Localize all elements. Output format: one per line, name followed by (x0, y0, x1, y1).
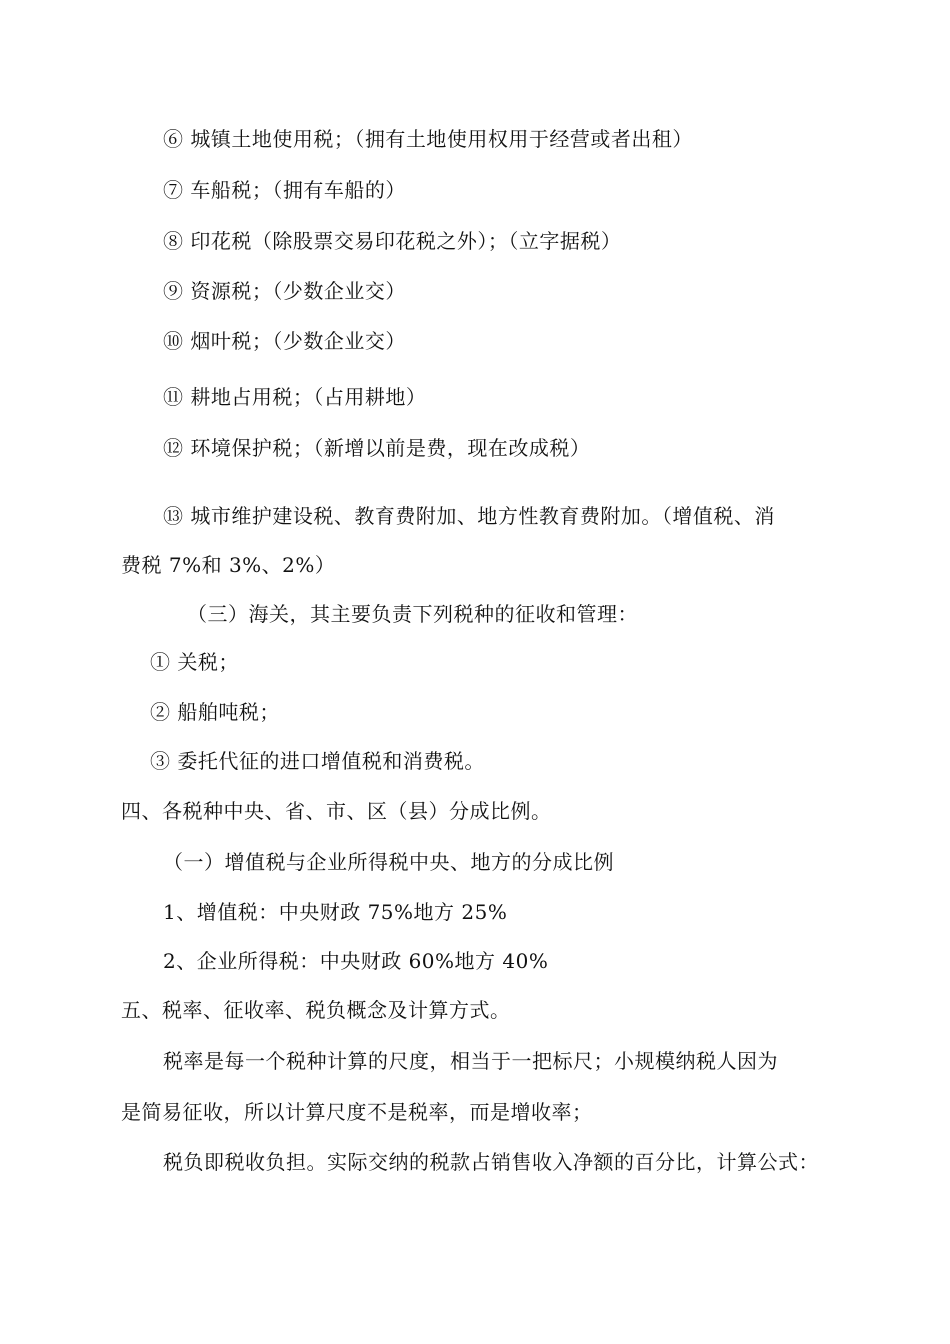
section-heading-customs: （三）海关，其主要负责下列税种的征收和管理： (187, 602, 638, 626)
list-item-tonnage-tax: ② 船舶吨税； (150, 700, 280, 724)
list-item-urban-maintenance-tax-cont: 费税 7%和 3%、2%） (121, 553, 336, 577)
list-item-tobacco-leaf-tax: ⑩ 烟叶税；（少数企业交） (163, 329, 406, 353)
list-item-resource-tax: ⑨ 资源税；（少数企业交） (163, 279, 406, 303)
list-item-cit-sharing: 2、企业所得税：中央财政 60%地方 40% (163, 949, 549, 973)
list-item-urban-land-use-tax: ⑥ 城镇土地使用税；（拥有土地使用权用于经营或者出租） (163, 127, 693, 151)
paragraph-tax-rate-cont: 是简易征收，所以计算尺度不是税率，而是增收率； (121, 1100, 593, 1124)
list-item-urban-maintenance-tax: ⑬ 城市维护建设税、教育费附加、地方性教育费附加。（增值税、消 (163, 504, 775, 528)
section-heading-revenue-sharing: 四、各税种中央、省、市、区（县）分成比例。 (121, 799, 552, 823)
section-heading-tax-rate-concepts: 五、税率、征收率、税负概念及计算方式。 (121, 998, 511, 1022)
list-item-customs-duty: ① 关税； (150, 650, 239, 674)
subsection-heading-sharing-ratio: （一）增值税与企业所得税中央、地方的分成比例 (163, 850, 614, 874)
list-item-import-vat-consumption-tax: ③ 委托代征的进口增值税和消费税。 (150, 749, 485, 773)
paragraph-tax-burden: 税负即税收负担。实际交纳的税款占销售收入净额的百分比，计算公式： (163, 1150, 819, 1174)
list-item-vat-sharing: 1、增值税：中央财政 75%地方 25% (163, 900, 508, 924)
list-item-farmland-occupation-tax: ⑪ 耕地占用税；（占用耕地） (163, 385, 427, 409)
paragraph-tax-rate: 税率是每一个税种计算的尺度，相当于一把标尺；小规模纳税人因为 (163, 1049, 778, 1073)
list-item-vehicle-vessel-tax: ⑦ 车船税；（拥有车船的） (163, 178, 406, 202)
list-item-environmental-protection-tax: ⑫ 环境保护税；（新增以前是费，现在改成税） (163, 436, 591, 460)
list-item-stamp-tax: ⑧ 印花税（除股票交易印花税之外）；（立字据税） (163, 229, 622, 253)
